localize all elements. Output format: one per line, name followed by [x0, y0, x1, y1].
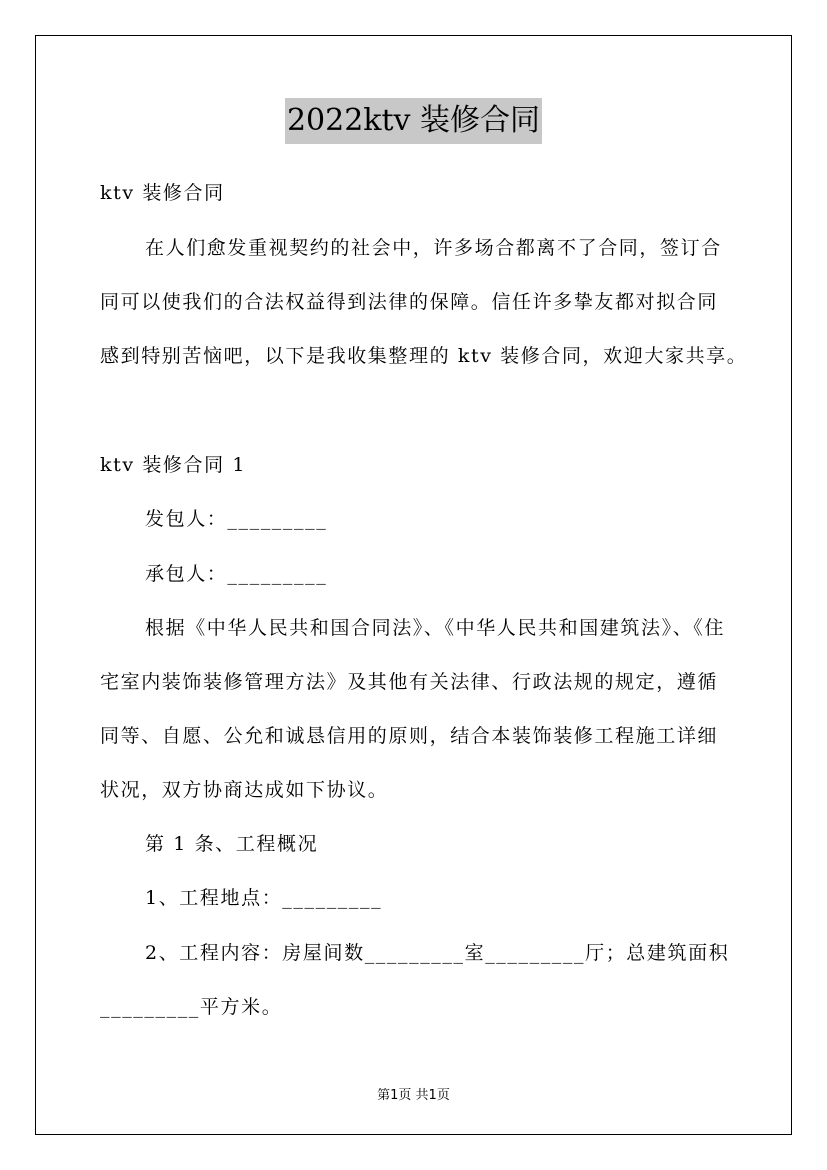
page-footer: 第1页 共1页 [377, 1088, 450, 1103]
clause-line: 2、工程内容：房屋间数_________室_________厅；总建筑面积 [145, 942, 730, 964]
party-a-line: 发包人：_________ [145, 508, 328, 530]
paragraph-line: 宅室内装饰装修管理方法》及其他有关法律、行政法规的规定，遵循 [100, 671, 719, 693]
clause-line: _________平方米。 [100, 996, 283, 1018]
document-title: 2022ktv 装修合同 [285, 98, 542, 144]
paragraph-line: 同等、自愿、公允和诚恳信用的原则，结合本装饰装修工程施工详细 [100, 725, 719, 747]
paragraph-line: 感到特别苦恼吧，以下是我收集整理的 ktv 装修合同，欢迎大家共享。 [100, 345, 748, 367]
paragraph-line: 同可以使我们的合法权益得到法律的保障。信任许多挚友都对拟合同 [100, 291, 719, 313]
subtitle: ktv 装修合同 [100, 182, 225, 204]
paragraph-line: 在人们愈发重视契约的社会中，许多场合都离不了合同，签订合 [145, 237, 722, 259]
paragraph-line: 根据《中华人民共和国合同法》、《中华人民共和国建筑法》、《住 [145, 617, 726, 639]
party-b-line: 承包人：_________ [145, 563, 328, 585]
paragraph-line: 状况，双方协商达成如下协议。 [100, 779, 389, 801]
clause-line: 1、工程地点：_________ [145, 887, 383, 909]
article-heading: 第 1 条、工程概况 [145, 833, 319, 855]
title-container [0, 98, 827, 144]
section-heading: ktv 装修合同 1 [100, 454, 247, 476]
